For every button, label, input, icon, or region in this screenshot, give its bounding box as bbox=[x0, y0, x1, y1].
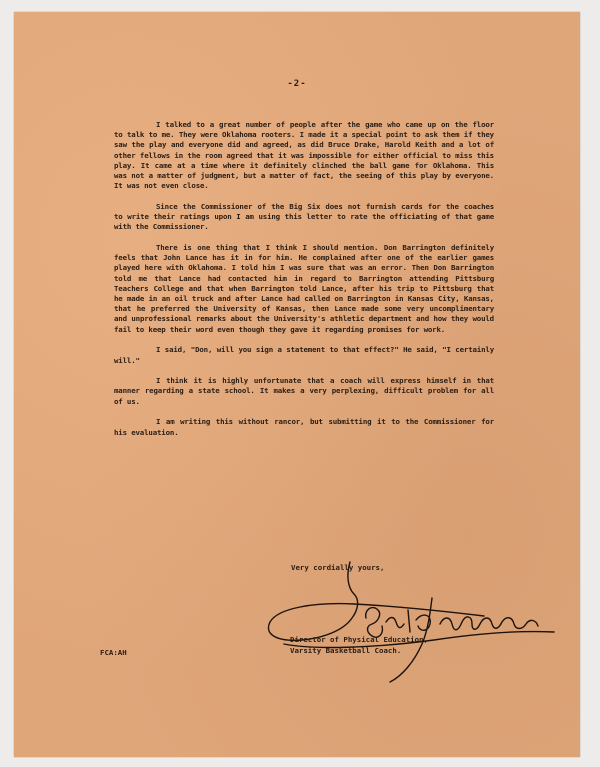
letter-body bbox=[114, 120, 494, 448]
paragraph-without-rancor: I am writing this without rancor, but submitting it to the Commissioner for his evaluation. bbox=[114, 417, 494, 437]
closing-salutation: Very cordially yours, bbox=[291, 563, 385, 572]
signature-title-line-2: Varsity Basketball Coach. bbox=[290, 645, 402, 655]
letter-page bbox=[14, 12, 580, 757]
handwritten-signature bbox=[254, 558, 564, 688]
reference-initials: FCA:AH bbox=[100, 648, 127, 657]
paragraph-game-rooters: I talked to a great number of people after the game who came up on the floor to talk to me. They were Oklahoma rooters. I made it a special point to ask them if they saw the play and everyone did and agreed, as did Bruce Drake, Harold Keith and a lot of other fellows in the room agreed that it was impossible for either official to miss this play. It came at a time where it definitely clinched the ball game for Oklahoma. This was not a matter of judgment, but a matter of fact, the seeing of this play by everyone. It was not even close. bbox=[114, 120, 494, 191]
paragraph-unfortunate: I think it is highly unfortunate that a coach will express himself in that manner regarding a state school. It makes a very perplexing, difficult problem for all of us. bbox=[114, 376, 494, 406]
paragraph-statement: I said, "Don, will you sign a statement to that effect?" He said, "I certainly will." bbox=[114, 345, 494, 365]
paragraph-barrington: There is one thing that I think I should mention. Don Barrington definitely feels that John Lance has it in for him. He complained after one of the earlier games played here with Oklahoma. I told him I was sure that was an error. Then Don Barrington told me that Lance had contacted him in regard to Barrington attending Pittsburg Teachers College and that when Barrington told Lance, after his trip to Pittsburg that he made in an oil truck and after Lance had called on Barrington in Kansas City, Kansas, that he preferred the University of Kansas, then Lance made some very uncomplimentary and unprofessional remarks about the University's athletic department and how they would fail to keep their word even though they gave it regarding promises for work. bbox=[114, 243, 494, 334]
signature-title bbox=[290, 635, 428, 656]
page-number: -2- bbox=[287, 79, 307, 89]
paragraph-rating-cards: Since the Commissioner of the Big Six does not furnish cards for the coaches to write their ratings upon I am using this letter to rate the officiating of that game with the Commissioner. bbox=[114, 201, 494, 232]
signature-title-line-1: Director of Physical Education, bbox=[290, 635, 428, 644]
